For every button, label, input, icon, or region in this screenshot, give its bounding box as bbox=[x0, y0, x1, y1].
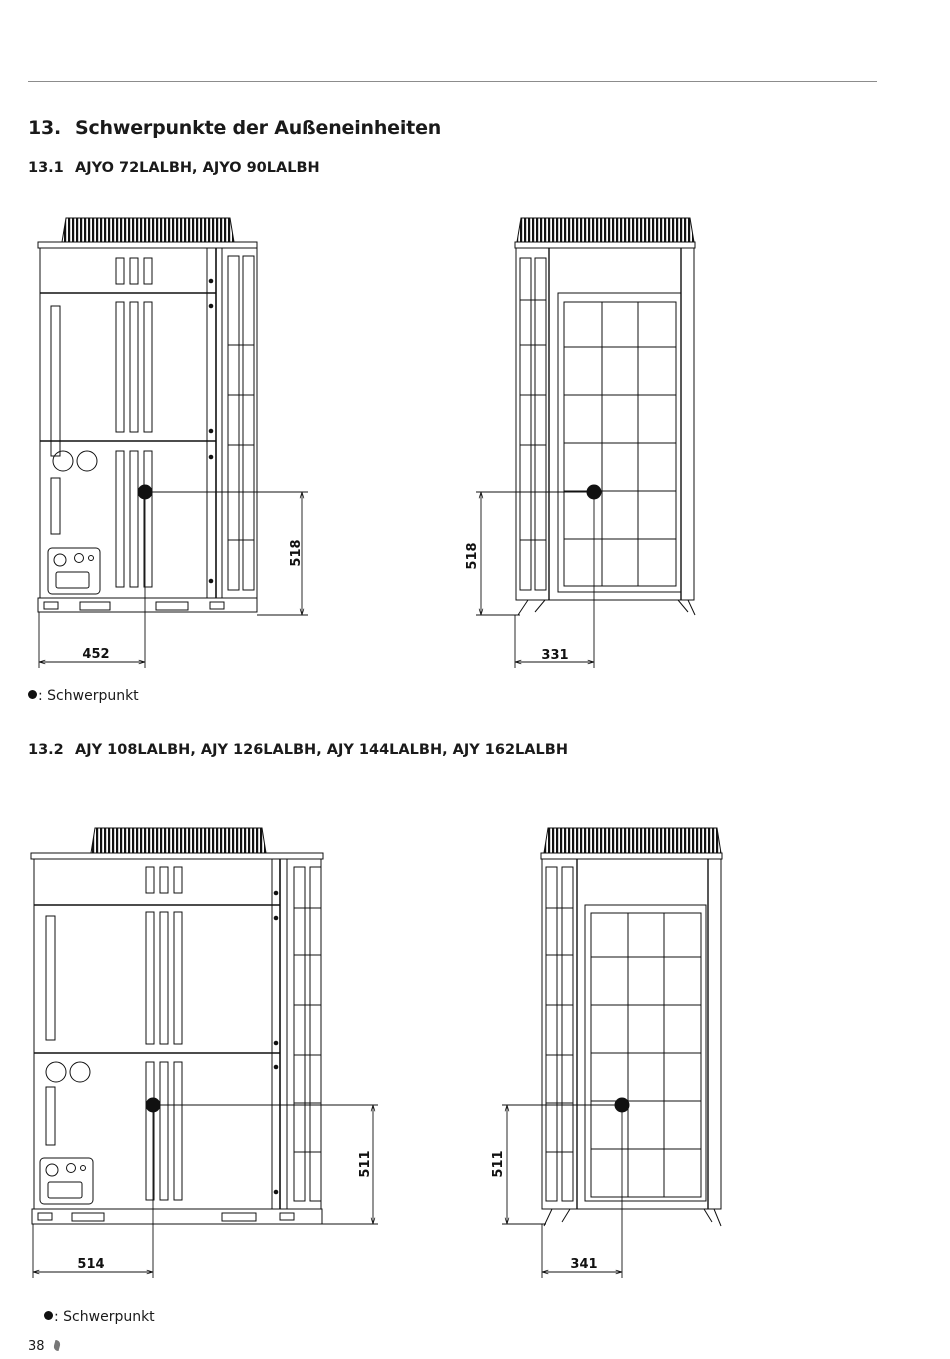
center-of-gravity-marker bbox=[146, 1098, 161, 1113]
front-height-dim-2: 511 bbox=[358, 1150, 373, 1178]
subsection-heading-13-2: 13.2 AJY 108LALBH, AJY 126LALBH, AJY 144LALBH, AJY 162LALBH bbox=[28, 742, 568, 758]
side-width-dim-2: 341 bbox=[570, 1257, 598, 1272]
side-view-2 bbox=[541, 828, 722, 1226]
center-of-gravity-marker bbox=[138, 485, 153, 500]
center-of-gravity-marker bbox=[587, 485, 602, 500]
front-width-dim-2: 514 bbox=[77, 1257, 105, 1272]
side-height-dim-1: 518 bbox=[465, 542, 480, 570]
page-footer: 38 bbox=[28, 1339, 60, 1354]
legend-1: : Schwerpunkt bbox=[28, 688, 139, 704]
front-view-2 bbox=[31, 828, 323, 1224]
side-width-dim-1: 331 bbox=[541, 648, 569, 663]
side-height-dim-2: 511 bbox=[491, 1150, 506, 1178]
center-of-gravity-marker bbox=[615, 1098, 630, 1113]
section-heading: 13. Schwerpunkte der Außeneinheiten bbox=[28, 117, 442, 139]
front-height-dim-1: 518 bbox=[289, 539, 304, 567]
side-view-1 bbox=[515, 218, 695, 615]
front-width-dim-1: 452 bbox=[82, 647, 110, 662]
front-view-1 bbox=[38, 218, 257, 612]
legend-2: : Schwerpunkt bbox=[44, 1309, 155, 1325]
subsection-heading-13-1: 13.1 AJYO 72LALBH, AJYO 90LALBH bbox=[28, 160, 320, 176]
